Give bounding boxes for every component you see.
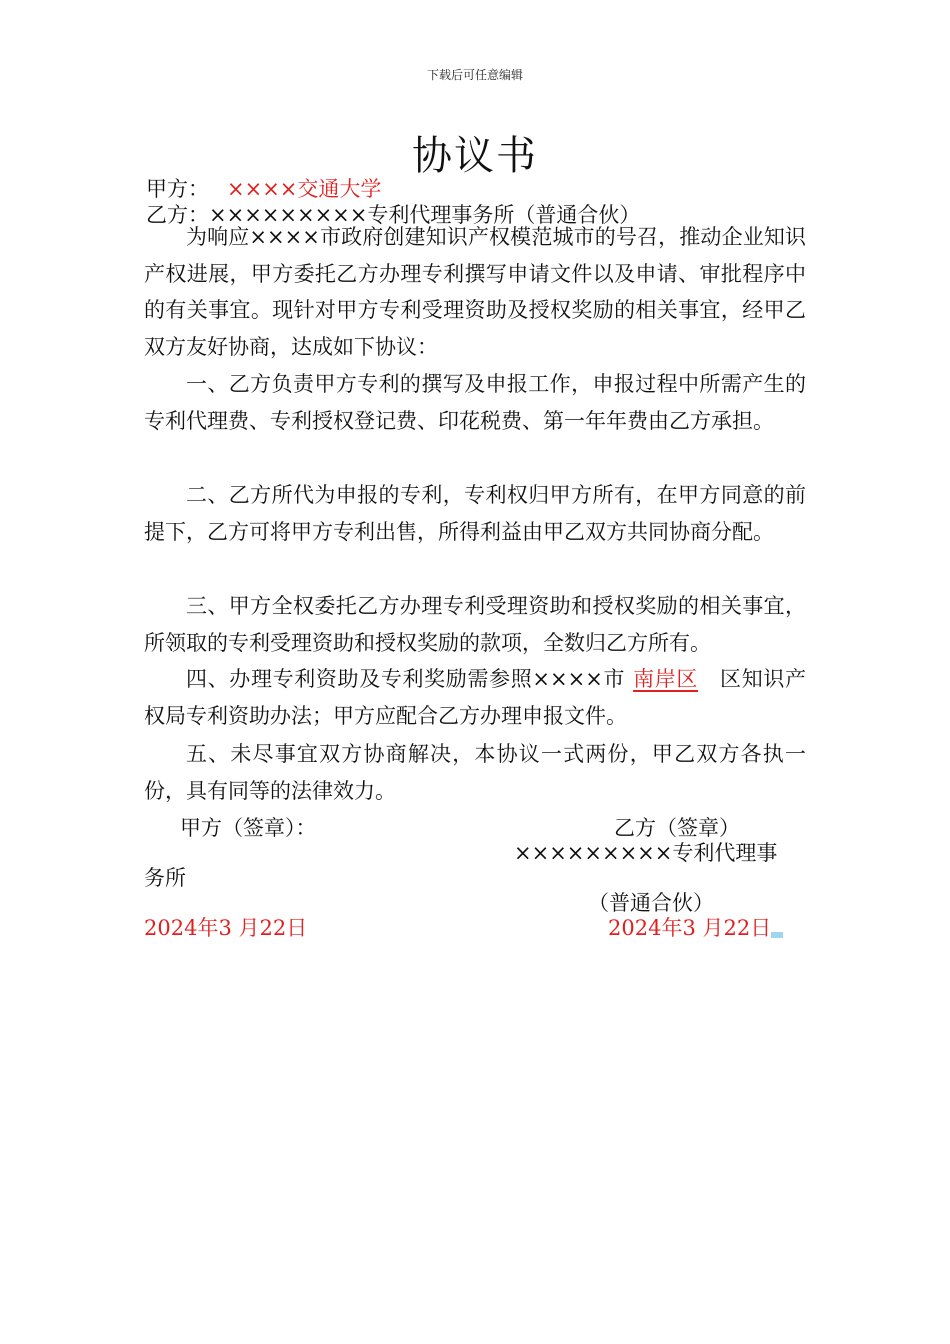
clause-4-text-before: 四、办理专利资助及专利奖励需参照××××市 — [186, 667, 626, 691]
clause-4 — [144, 661, 806, 734]
date-party-b: 2024年3 月22日 — [608, 916, 772, 940]
party-b-name-line-1: ×××××××××专利代理事 — [514, 841, 778, 865]
party-b-name-line-2: 务所 — [144, 866, 186, 890]
date-party-a: 2024年3 月22日 — [144, 916, 308, 940]
party-b-label: 乙方： — [146, 203, 209, 227]
clause-4-text-after: 区知识产权局专利资助办法；甲方应配合乙方办理申报文件。 — [144, 667, 806, 728]
intro-paragraph: 为响应××××市政府创建知识产权模范城市的号召，推动企业知识产权进展，甲方委托乙方办理专利撰写申请文件以及申请、审批程序中的有关事宜。现针对甲方专利受理资助及授权奖励的相关事宜，经甲乙双方友好协商，达成如下协议： — [144, 225, 806, 359]
clause-2: 二、乙方所代为申报的专利，专利权归甲方所有，在甲方同意的前提下，乙方可将甲方专利出售，所得利益由甲乙双方共同协商分配。 — [144, 483, 806, 544]
document-title: 协议书 — [412, 133, 538, 179]
clause-5: 五、未尽事宜双方协商解决，本协议一式两份，甲乙双方各执一份，具有同等的法律效力。 — [144, 742, 806, 803]
text-cursor-marker — [771, 932, 783, 938]
party-b-value: ×××××××××专利代理事务所（普通合伙） — [209, 203, 641, 227]
party-b-seal-label: 乙方（签章） — [614, 816, 740, 840]
party-a-value: ××××交通大学 — [227, 177, 382, 201]
date-party-b-wrap — [608, 912, 783, 942]
header-note: 下载后可任意编辑 — [426, 68, 523, 82]
district-field: 南岸区 — [633, 667, 699, 691]
clause-3: 三、甲方全权委托乙方办理专利受理资助和授权奖励的相关事宜，所领取的专利受理资助和授权奖励的款项，全数归乙方所有。 — [144, 594, 806, 655]
party-b-name-line-3: （普通合伙） — [588, 891, 714, 915]
party-a-label: 甲方： — [146, 177, 209, 201]
party-a-seal-label: 甲方（签章）： — [180, 816, 317, 840]
clause-1: 一、乙方负责甲方专利的撰写及申报工作，申报过程中所需产生的专利代理费、专利授权登记费、印花税费、第一年年费由乙方承担。 — [144, 372, 806, 433]
